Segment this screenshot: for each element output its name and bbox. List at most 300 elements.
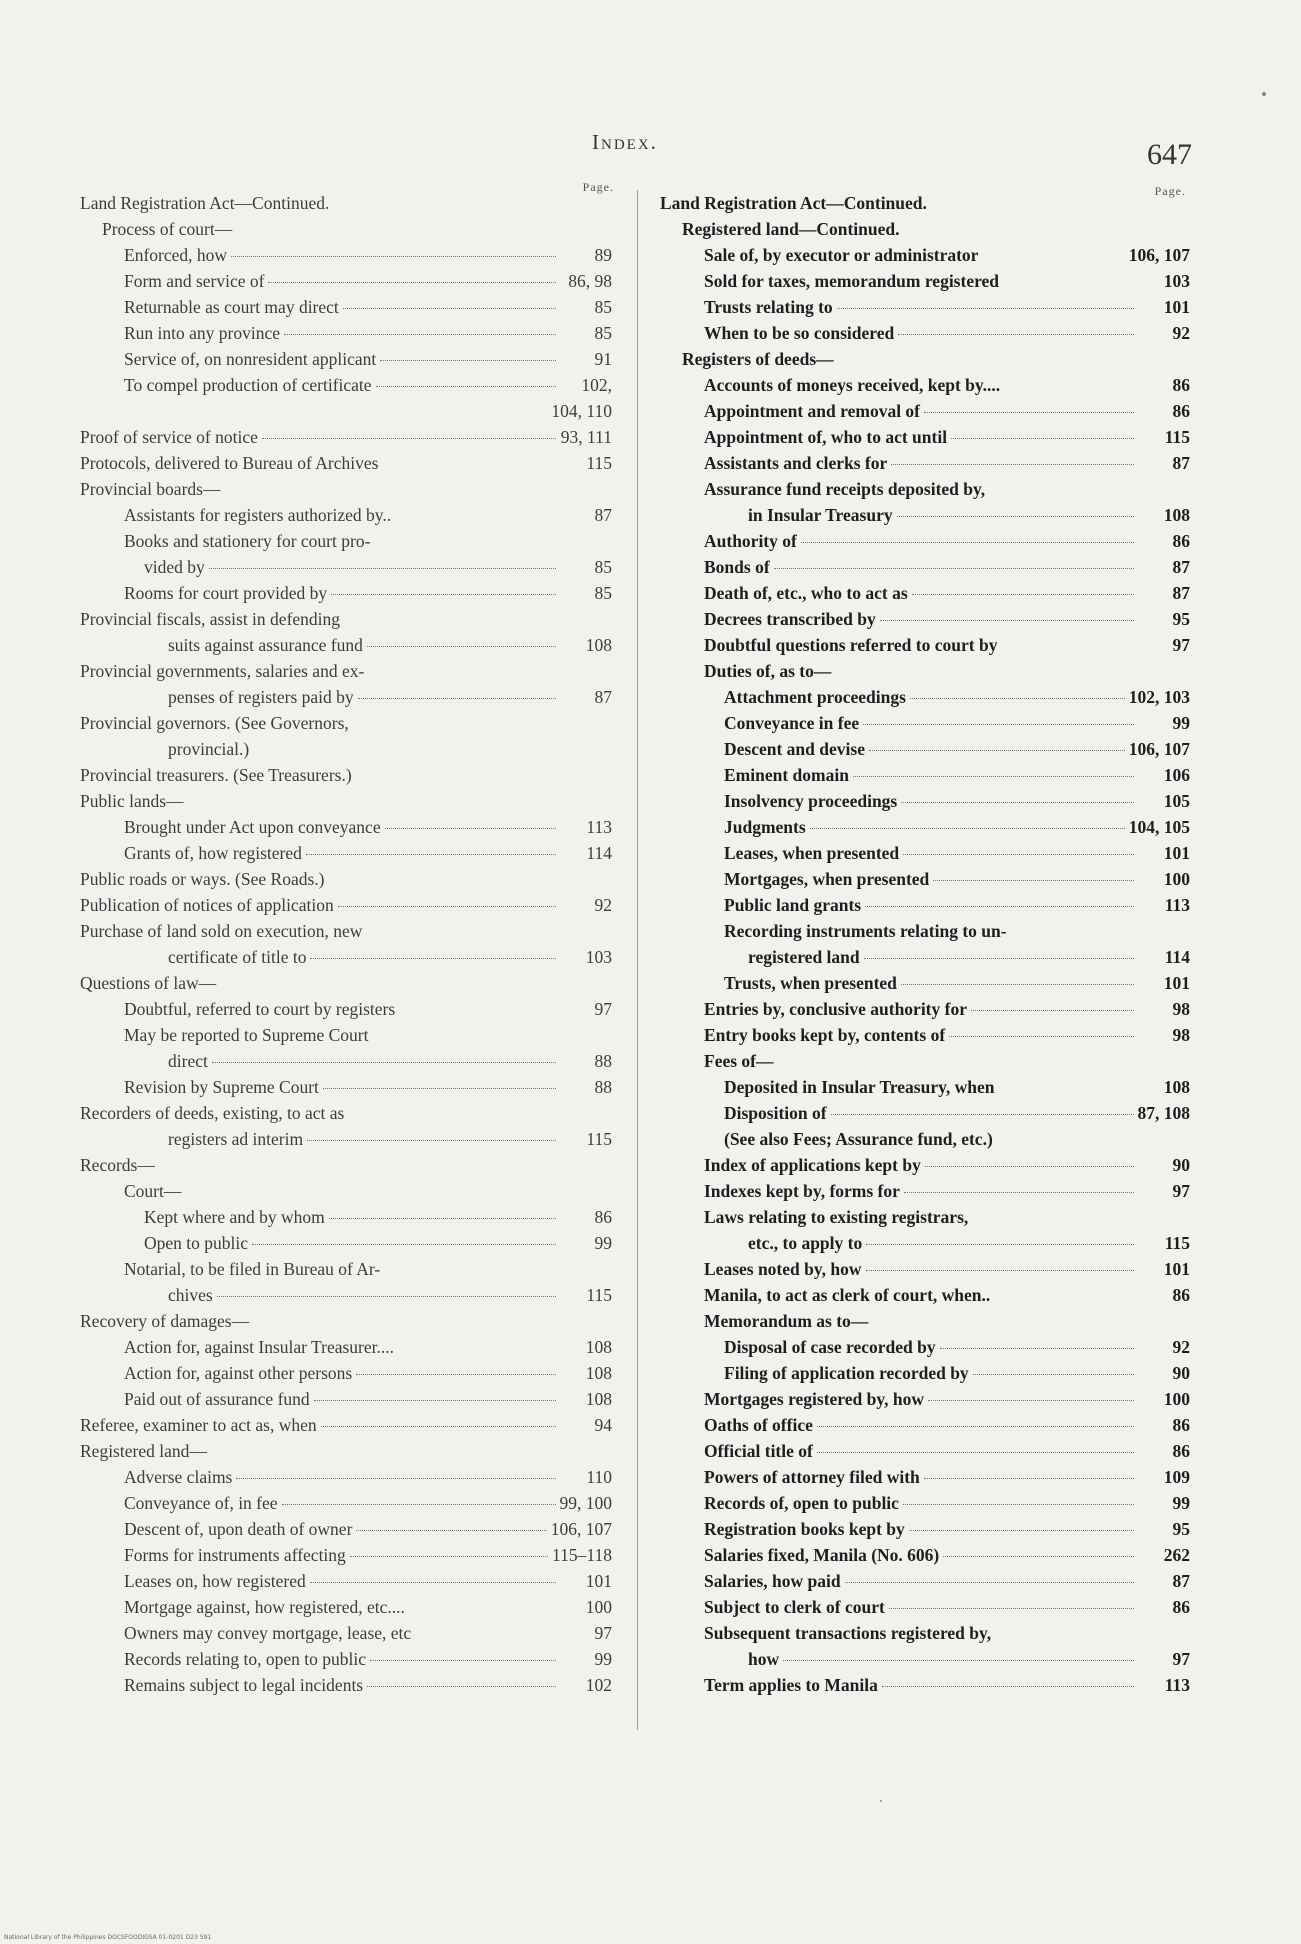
entry-text: Trusts, when presented bbox=[724, 973, 897, 993]
entry-text: To compel production of certificate bbox=[124, 375, 372, 395]
entry-text: Mortgage against, how registered, etc.... bbox=[124, 1597, 405, 1617]
entry-text: Records of, open to public bbox=[704, 1493, 899, 1513]
index-entry bbox=[80, 684, 612, 710]
dot-leader bbox=[901, 802, 1134, 803]
entry-page-number: 93, 111 bbox=[560, 427, 612, 447]
index-entry bbox=[80, 1282, 612, 1308]
index-entry bbox=[80, 424, 612, 450]
entry-page-number: 262 bbox=[1163, 1545, 1190, 1565]
dot-leader bbox=[314, 1400, 556, 1401]
index-entry bbox=[80, 736, 612, 762]
index-entry bbox=[80, 996, 612, 1022]
entry-text: Memorandum as to— bbox=[704, 1311, 869, 1331]
index-entry bbox=[80, 1100, 612, 1126]
index-entry bbox=[660, 814, 1190, 840]
entry-page-number: 85 bbox=[594, 297, 612, 317]
entry-page-number: 97 bbox=[1172, 1181, 1190, 1201]
dot-leader bbox=[949, 1036, 1134, 1037]
entry-text: Adverse claims bbox=[124, 1467, 233, 1487]
entry-text: Kept where and by whom bbox=[144, 1207, 325, 1227]
index-entry bbox=[660, 788, 1190, 814]
index-entry bbox=[660, 398, 1190, 424]
dot-leader bbox=[367, 646, 556, 647]
index-entry bbox=[660, 1542, 1190, 1568]
entry-text: Death of, etc., who to act as bbox=[704, 583, 908, 603]
entry-page-number: 85 bbox=[594, 323, 612, 343]
index-entry bbox=[80, 216, 612, 242]
index-entry bbox=[660, 1594, 1190, 1620]
index-entry bbox=[660, 1620, 1190, 1646]
entry-text: Service of, on nonresident applicant bbox=[124, 349, 377, 369]
index-entry bbox=[660, 424, 1190, 450]
dot-leader bbox=[925, 1166, 1134, 1167]
index-entry bbox=[80, 372, 612, 398]
entry-text: Subsequent transactions registered by, bbox=[704, 1623, 992, 1643]
entry-page-number: 115 bbox=[1164, 1233, 1190, 1253]
dot-leader bbox=[209, 568, 556, 569]
index-entry bbox=[80, 242, 612, 268]
index-entry bbox=[80, 398, 612, 424]
index-entry bbox=[660, 476, 1190, 502]
entry-text: Laws relating to existing registrars, bbox=[704, 1207, 969, 1227]
dot-leader bbox=[863, 724, 1134, 725]
dot-leader bbox=[385, 828, 556, 829]
entry-page-number: 92 bbox=[594, 895, 612, 915]
index-entry bbox=[80, 1022, 612, 1048]
entry-text: in Insular Treasury bbox=[748, 505, 893, 525]
index-entry bbox=[80, 762, 612, 788]
entry-page-number: 106, 107 bbox=[1128, 739, 1190, 759]
index-entry bbox=[80, 502, 612, 528]
entry-text: Leases on, how registered bbox=[124, 1571, 306, 1591]
dot-leader bbox=[928, 1400, 1134, 1401]
dot-leader bbox=[284, 334, 556, 335]
index-entry bbox=[80, 1048, 612, 1074]
index-entry bbox=[80, 1386, 612, 1412]
entry-page-number: 101 bbox=[585, 1571, 612, 1591]
entry-text: Duties of, as to— bbox=[704, 661, 832, 681]
entry-text: Attachment proceedings bbox=[724, 687, 906, 707]
dot-leader bbox=[940, 1348, 1134, 1349]
index-entry bbox=[660, 632, 1190, 658]
entry-page-number: 110 bbox=[586, 1467, 612, 1487]
index-entry bbox=[660, 1178, 1190, 1204]
dot-leader bbox=[891, 464, 1134, 465]
entry-page-number: 101 bbox=[1163, 973, 1190, 993]
entry-text: Brought under Act upon conveyance bbox=[124, 817, 381, 837]
index-entry bbox=[80, 294, 612, 320]
entry-page-number: 97 bbox=[1172, 635, 1190, 655]
entry-page-number: 86 bbox=[1172, 1441, 1190, 1461]
right-entries bbox=[660, 190, 1190, 1698]
entry-page-number: 115 bbox=[586, 453, 612, 473]
entry-text: When to be so considered bbox=[704, 323, 895, 343]
entry-text: Forms for instruments affecting bbox=[124, 1545, 346, 1565]
entry-text: May be reported to Supreme Court bbox=[124, 1025, 369, 1045]
right-index-column bbox=[660, 184, 1190, 1698]
entry-page-number: 100 bbox=[1163, 869, 1190, 889]
entry-text: Authority of bbox=[704, 531, 797, 551]
entry-page-number: 98 bbox=[1172, 1025, 1190, 1045]
index-entry bbox=[660, 606, 1190, 632]
index-entry bbox=[80, 1178, 612, 1204]
entry-page-number: 115 bbox=[586, 1129, 612, 1149]
dot-leader bbox=[307, 1140, 556, 1141]
entry-text: Process of court— bbox=[102, 219, 233, 239]
entry-text: Decrees transcribed by bbox=[704, 609, 876, 629]
dot-leader bbox=[817, 1452, 1134, 1453]
index-entry bbox=[660, 1126, 1190, 1152]
entry-page-number: 89 bbox=[594, 245, 612, 265]
entry-text: Recovery of damages— bbox=[80, 1311, 250, 1331]
right-page-label: Page. bbox=[1154, 184, 1186, 198]
entry-text: Filing of application recorded by bbox=[724, 1363, 969, 1383]
entry-text: Oaths of office bbox=[704, 1415, 813, 1435]
entry-text: Provincial fiscals, assist in defending bbox=[80, 609, 341, 629]
entry-page-number: 95 bbox=[1172, 1519, 1190, 1539]
entry-text: Run into any province bbox=[124, 323, 281, 343]
entry-page-number: 115 bbox=[1164, 427, 1190, 447]
paper-speck bbox=[880, 1800, 882, 1802]
entry-text: Descent and devise bbox=[724, 739, 865, 759]
entry-text: Leases, when presented bbox=[724, 843, 900, 863]
entry-page-number: 102, bbox=[581, 375, 612, 395]
index-entry bbox=[80, 1412, 612, 1438]
index-entry bbox=[660, 1100, 1190, 1126]
entry-text: Descent of, upon death of owner bbox=[124, 1519, 353, 1539]
index-entry bbox=[660, 1438, 1190, 1464]
entry-page-number: 95 bbox=[1172, 609, 1190, 629]
entry-page-number: 87 bbox=[594, 687, 612, 707]
entry-page-number: 108 bbox=[1163, 505, 1190, 525]
dot-leader bbox=[910, 698, 1125, 699]
entry-text: Registered land—Continued. bbox=[682, 219, 900, 239]
dot-leader bbox=[882, 1686, 1134, 1687]
entry-page-number: 102 bbox=[585, 1675, 612, 1695]
index-entry bbox=[80, 1308, 612, 1334]
entry-text: suits against assurance fund bbox=[168, 635, 363, 655]
index-entry bbox=[80, 892, 612, 918]
index-entry bbox=[80, 1360, 612, 1386]
index-entry bbox=[80, 970, 612, 996]
index-entry bbox=[660, 1048, 1190, 1074]
index-entry bbox=[80, 1438, 612, 1464]
paper-speck bbox=[1262, 92, 1266, 96]
index-entry bbox=[80, 1620, 612, 1646]
entry-page-number: 92 bbox=[1172, 1337, 1190, 1357]
index-entry bbox=[80, 1490, 612, 1516]
index-entry bbox=[80, 268, 612, 294]
entry-text: Registration books kept by bbox=[704, 1519, 905, 1539]
index-entry bbox=[660, 658, 1190, 684]
index-entry bbox=[660, 1334, 1190, 1360]
index-entry bbox=[80, 814, 612, 840]
left-entries bbox=[80, 190, 612, 1698]
dot-leader bbox=[356, 1374, 556, 1375]
entry-text: (See also Fees; Assurance fund, etc.) bbox=[724, 1129, 993, 1149]
index-entry bbox=[80, 1516, 612, 1542]
entry-page-number: 88 bbox=[594, 1077, 612, 1097]
entry-text: Disposition of bbox=[724, 1103, 827, 1123]
index-entry bbox=[660, 580, 1190, 606]
entry-text: vided by bbox=[144, 557, 205, 577]
index-entry bbox=[80, 1464, 612, 1490]
dot-leader bbox=[262, 438, 556, 439]
entry-text: Action for, against other persons bbox=[124, 1363, 353, 1383]
index-entry bbox=[80, 1334, 612, 1360]
dot-leader bbox=[897, 516, 1134, 517]
index-entry bbox=[80, 346, 612, 372]
dot-leader bbox=[236, 1478, 556, 1479]
entry-text: Recorders of deeds, existing, to act as bbox=[80, 1103, 345, 1123]
index-entry bbox=[80, 1672, 612, 1698]
dot-leader bbox=[903, 1504, 1134, 1505]
dot-leader bbox=[866, 1270, 1134, 1271]
index-entry bbox=[660, 866, 1190, 892]
dot-leader bbox=[889, 1608, 1134, 1609]
entry-text: Mortgages registered by, how bbox=[704, 1389, 925, 1409]
entry-page-number: 108 bbox=[585, 1389, 612, 1409]
entry-page-number: 101 bbox=[1163, 843, 1190, 863]
dot-leader bbox=[338, 906, 556, 907]
entry-text: Assistants for registers authorized by.. bbox=[124, 505, 392, 525]
entry-text: registered land bbox=[748, 947, 860, 967]
entry-text: Fees of— bbox=[704, 1051, 774, 1071]
entry-text: Action for, against Insular Treasurer.... bbox=[124, 1337, 395, 1357]
entry-page-number: 113 bbox=[586, 817, 612, 837]
index-entry bbox=[660, 970, 1190, 996]
entry-text: Deposited in Insular Treasury, when bbox=[724, 1077, 995, 1097]
index-entry bbox=[660, 216, 1190, 242]
entry-page-number: 86 bbox=[1172, 1597, 1190, 1617]
dot-leader bbox=[306, 854, 556, 855]
index-entry bbox=[660, 684, 1190, 710]
entry-text: Leases noted by, how bbox=[704, 1259, 862, 1279]
entry-text: Conveyance of, in fee bbox=[124, 1493, 278, 1513]
dot-leader bbox=[358, 698, 556, 699]
page-number: 647 bbox=[1147, 138, 1192, 171]
index-entry bbox=[80, 1230, 612, 1256]
entry-page-number: 97 bbox=[594, 1623, 612, 1643]
entry-text: Doubtful questions referred to court by bbox=[704, 635, 998, 655]
entry-text: Returnable as court may direct bbox=[124, 297, 339, 317]
entry-text: Recording instruments relating to un- bbox=[724, 921, 1007, 941]
entry-page-number: 85 bbox=[594, 557, 612, 577]
dot-leader bbox=[845, 1582, 1134, 1583]
dot-leader bbox=[904, 1192, 1134, 1193]
entry-text: Bonds of bbox=[704, 557, 770, 577]
entry-text: Indexes kept by, forms for bbox=[704, 1181, 900, 1201]
entry-page-number: 102, 103 bbox=[1128, 687, 1190, 707]
index-entry bbox=[80, 1126, 612, 1152]
dot-leader bbox=[831, 1114, 1134, 1115]
entry-page-number: 87, 108 bbox=[1137, 1103, 1190, 1123]
dot-leader bbox=[869, 750, 1125, 751]
index-entry bbox=[660, 944, 1190, 970]
entry-text: Records— bbox=[80, 1155, 155, 1175]
column-divider bbox=[637, 190, 638, 1730]
index-entry bbox=[660, 1230, 1190, 1256]
dot-leader bbox=[376, 386, 556, 387]
entry-text: chives bbox=[168, 1285, 213, 1305]
entry-text: Disposal of case recorded by bbox=[724, 1337, 936, 1357]
entry-page-number: 108 bbox=[1163, 1077, 1190, 1097]
entry-page-number: 101 bbox=[1163, 297, 1190, 317]
entry-text: Questions of law— bbox=[80, 973, 217, 993]
entry-text: Official title of bbox=[704, 1441, 813, 1461]
dot-leader bbox=[817, 1426, 1134, 1427]
index-entry bbox=[80, 658, 612, 684]
entry-page-number: 114 bbox=[1164, 947, 1190, 967]
entry-text: Proof of service of notice bbox=[80, 427, 258, 447]
entry-page-number: 99 bbox=[594, 1233, 612, 1253]
entry-text: Owners may convey mortgage, lease, etc bbox=[124, 1623, 412, 1643]
entry-page-number: 86 bbox=[1172, 531, 1190, 551]
dot-leader bbox=[310, 1582, 556, 1583]
entry-text: how bbox=[748, 1649, 780, 1669]
dot-leader bbox=[837, 308, 1134, 309]
index-entry bbox=[660, 918, 1190, 944]
entry-page-number: 88 bbox=[594, 1051, 612, 1071]
entry-text: provincial.) bbox=[168, 739, 250, 759]
entry-text: Accounts of moneys received, kept by.... bbox=[704, 375, 1001, 395]
index-entry bbox=[660, 1568, 1190, 1594]
index-entry bbox=[80, 1204, 612, 1230]
dot-leader bbox=[971, 1010, 1134, 1011]
entry-page-number: 86 bbox=[594, 1207, 612, 1227]
entry-text: Trusts relating to bbox=[704, 297, 833, 317]
index-entry bbox=[660, 1516, 1190, 1542]
index-entry bbox=[80, 1152, 612, 1178]
index-entry bbox=[660, 762, 1190, 788]
entry-page-number: 108 bbox=[585, 635, 612, 655]
dot-leader bbox=[350, 1556, 548, 1557]
entry-text: Entry books kept by, contents of bbox=[704, 1025, 946, 1045]
index-entry bbox=[660, 502, 1190, 528]
entry-text: Salaries, how paid bbox=[704, 1571, 841, 1591]
entry-text: Subject to clerk of court bbox=[704, 1597, 885, 1617]
entry-text: Form and service of bbox=[124, 271, 265, 291]
index-entry bbox=[80, 320, 612, 346]
entry-text: Referee, examiner to act as, when bbox=[80, 1415, 317, 1435]
index-entry bbox=[80, 866, 612, 892]
entry-page-number: 86 bbox=[1172, 1285, 1190, 1305]
entry-page-number: 106 bbox=[1163, 765, 1190, 785]
index-entry bbox=[80, 918, 612, 944]
entry-page-number: 104, 110 bbox=[551, 401, 612, 421]
entry-text: Registers of deeds— bbox=[682, 349, 834, 369]
entry-text: Protocols, delivered to Bureau of Archives bbox=[80, 453, 379, 473]
index-entry bbox=[660, 1256, 1190, 1282]
index-entry bbox=[80, 1568, 612, 1594]
dot-leader bbox=[898, 334, 1134, 335]
index-entry bbox=[660, 1490, 1190, 1516]
dot-leader bbox=[367, 1686, 556, 1687]
entry-page-number: 87 bbox=[1172, 583, 1190, 603]
entry-page-number: 103 bbox=[585, 947, 612, 967]
dot-leader bbox=[321, 1426, 556, 1427]
dot-leader bbox=[356, 1530, 546, 1531]
entry-text: Doubtful, referred to court by registers bbox=[124, 999, 396, 1019]
entry-text: certificate of title to bbox=[168, 947, 307, 967]
index-entry bbox=[660, 1074, 1190, 1100]
entry-text: Enforced, how bbox=[124, 245, 228, 265]
entry-text: Books and stationery for court pro- bbox=[124, 531, 371, 551]
scan-footer: National Library of the Philippines DOCSFOODIGSA 01-0201 D23 S91 bbox=[4, 1934, 212, 1941]
dot-leader bbox=[231, 256, 556, 257]
index-entry bbox=[80, 1646, 612, 1672]
entry-text: Appointment and removal of bbox=[704, 401, 921, 421]
dot-leader bbox=[783, 1660, 1134, 1661]
entry-page-number: 99 bbox=[1172, 1493, 1190, 1513]
entry-page-number: 106, 107 bbox=[1128, 245, 1190, 265]
index-entry bbox=[80, 1594, 612, 1620]
entry-page-number: 85 bbox=[594, 583, 612, 603]
index-entry bbox=[80, 788, 612, 814]
entry-page-number: 94 bbox=[594, 1415, 612, 1435]
entry-page-number: 104, 105 bbox=[1128, 817, 1190, 837]
dot-leader bbox=[331, 594, 556, 595]
entry-text: Entries by, conclusive authority for bbox=[704, 999, 967, 1019]
entry-text: Purchase of land sold on execution, new bbox=[80, 921, 363, 941]
index-entry bbox=[80, 450, 612, 476]
page-title: Index. bbox=[592, 130, 658, 154]
index-entry bbox=[660, 372, 1190, 398]
index-entry bbox=[660, 1152, 1190, 1178]
index-entry bbox=[660, 450, 1190, 476]
entry-text: Land Registration Act—Continued. bbox=[660, 193, 927, 213]
entry-text: Remains subject to legal incidents bbox=[124, 1675, 364, 1695]
index-entry bbox=[80, 1542, 612, 1568]
dot-leader bbox=[924, 412, 1134, 413]
entry-page-number: 86, 98 bbox=[568, 271, 612, 291]
dot-leader bbox=[924, 1478, 1134, 1479]
dot-leader bbox=[864, 958, 1134, 959]
index-entry bbox=[660, 1386, 1190, 1412]
entry-page-number: 87 bbox=[594, 505, 612, 525]
entry-text: Judgments bbox=[724, 817, 806, 837]
entry-text: Insolvency proceedings bbox=[724, 791, 898, 811]
index-entry bbox=[660, 1412, 1190, 1438]
entry-text: Notarial, to be filed in Bureau of Ar- bbox=[124, 1259, 381, 1279]
index-entry bbox=[660, 1204, 1190, 1230]
dot-leader bbox=[903, 854, 1134, 855]
dot-leader bbox=[310, 958, 556, 959]
entry-text: Assistants and clerks for bbox=[704, 453, 888, 473]
dot-leader bbox=[933, 880, 1134, 881]
entry-page-number: 105 bbox=[1163, 791, 1190, 811]
index-entry bbox=[80, 190, 612, 216]
entry-text: Provincial governments, salaries and ex- bbox=[80, 661, 365, 681]
entry-text: Provincial boards— bbox=[80, 479, 221, 499]
entry-page-number: 106, 107 bbox=[550, 1519, 612, 1539]
index-entry bbox=[660, 1308, 1190, 1334]
dot-leader bbox=[343, 308, 556, 309]
entry-text: Revision by Supreme Court bbox=[124, 1077, 319, 1097]
entry-text: Provincial treasurers. (See Treasurers.) bbox=[80, 765, 352, 785]
index-entry bbox=[660, 1022, 1190, 1048]
entry-text: Rooms for court provided by bbox=[124, 583, 328, 603]
dot-leader bbox=[810, 828, 1125, 829]
entry-text: Mortgages, when presented bbox=[724, 869, 930, 889]
entry-text: Provincial governors. (See Governors, bbox=[80, 713, 349, 733]
entry-page-number: 108 bbox=[585, 1363, 612, 1383]
entry-text: Assurance fund receipts deposited by, bbox=[704, 479, 986, 499]
entry-text: Term applies to Manila bbox=[704, 1675, 878, 1695]
index-entry bbox=[660, 268, 1190, 294]
entry-text: Conveyance in fee bbox=[724, 713, 860, 733]
entry-page-number: 87 bbox=[1172, 1571, 1190, 1591]
